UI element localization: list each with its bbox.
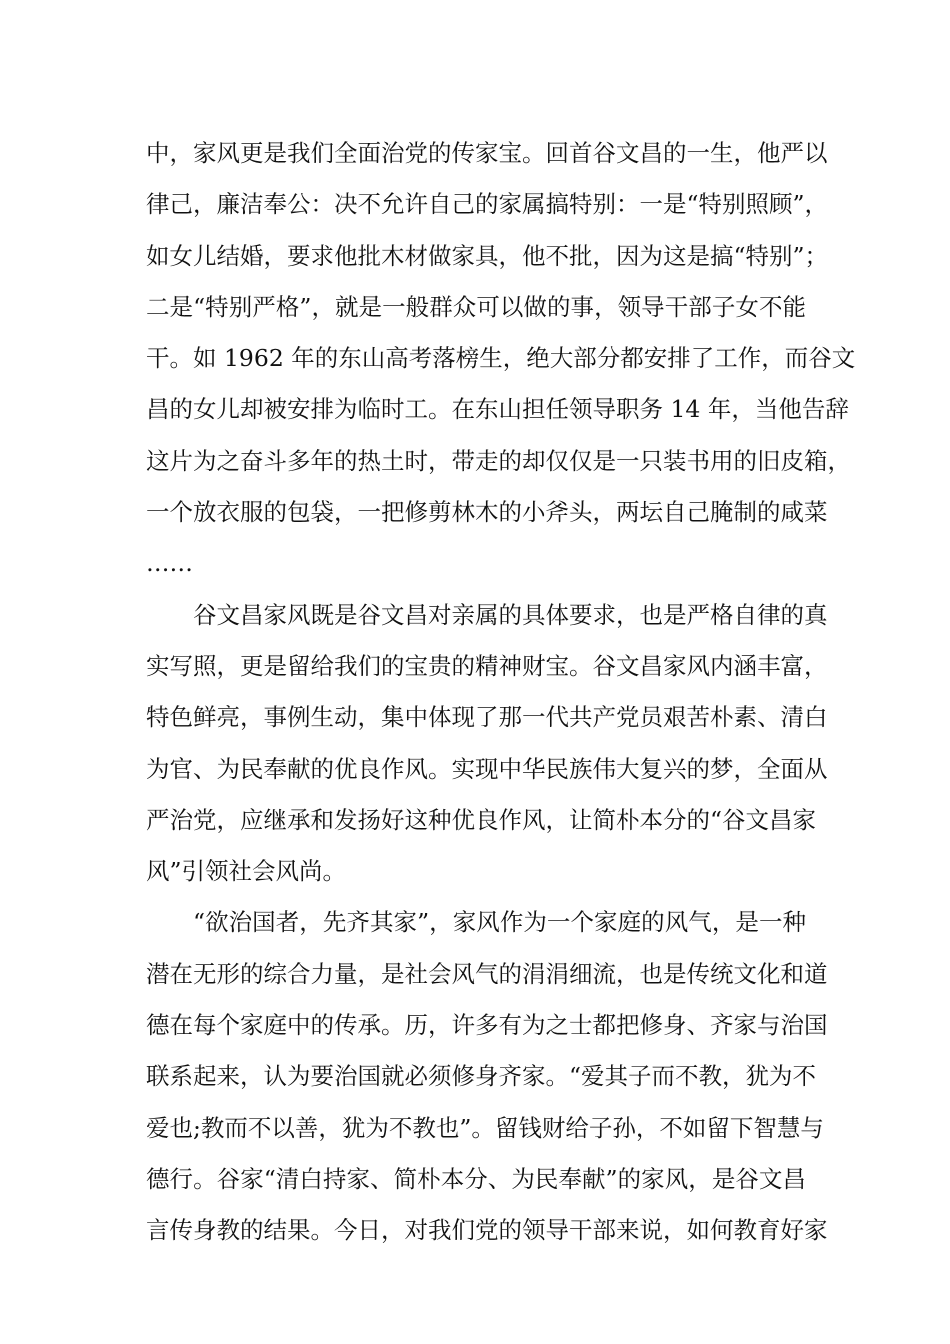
paragraph-1 <box>146 128 856 590</box>
text-line: 中，家风更是我们全面治党的传家宝。回首谷文昌的一生，他严以 <box>146 139 828 167</box>
text-line: 特色鲜亮，事例生动，集中体现了那一代共产党员艰苦朴素、清白 <box>146 703 828 732</box>
text-line: 干。如 1962 年的东山高考落榜生，绝大部分都安排了工作，而谷文 <box>146 344 856 373</box>
text-line: 严治党，应继承和发扬好这种优良作风，让简朴本分的“谷文昌家 <box>146 805 817 834</box>
text-line: 德行。谷家“清白持家、简朴本分、为民奉献”的家风，是谷文昌 <box>146 1164 806 1193</box>
text-line: 德在每个家庭中的传承。历，许多有为之士都把修身、齐家与治国 <box>146 1011 828 1040</box>
text-line: 实写照，更是留给我们的宝贵的精神财宝。谷文昌家风内涵丰富， <box>146 651 828 680</box>
text-line: 谷文昌家风既是谷文昌对亲属的具体要求，也是严格自律的真 <box>193 600 828 629</box>
text-line: “欲治国者，先齐其家”，家风作为一个家庭的风气，是一种 <box>193 908 806 937</box>
paragraph-2 <box>146 590 828 898</box>
text-line: 风”引领社会风尚。 <box>146 857 347 886</box>
text-line: 昌的女儿却被安排为临时工。在东山担任领导职务 14 年，当他告辞 <box>146 395 849 424</box>
text-line: …… <box>146 549 193 578</box>
paragraph-3 <box>146 897 828 1256</box>
text-line: 言传身教的结果。今日，对我们党的领导干部来说，如何教育好家 <box>146 1216 828 1245</box>
text-line: 为官、为民奉献的优良作风。实现中华民族伟大复兴的梦，全面从 <box>146 754 828 783</box>
text-line: 这片为之奋斗多年的热土时，带走的却仅仅是一只装书用的旧皮箱， <box>146 446 851 475</box>
text-line: 一个放衣服的包袋，一把修剪林木的小斧头，两坛自己腌制的咸菜 <box>146 498 828 527</box>
document-body <box>146 128 856 1257</box>
text-line: 联系起来，认为要治国就必须修身齐家。“爱其子而不教，犹为不 <box>146 1062 817 1091</box>
text-line: 如女儿结婚，要求他批木材做家具，他不批，因为这是搞“特别”； <box>146 241 829 270</box>
text-line: 爱也;教而不以善，犹为不教也”。留钱财给子孙，不如留下智慧与 <box>146 1113 824 1142</box>
text-line: 潜在无形的综合力量，是社会风气的涓涓细流，也是传统文化和道 <box>146 959 828 988</box>
text-line: 二是“特别严格”，就是一般群众可以做的事，领导干部子女不能 <box>146 292 806 321</box>
text-line: 律己，廉洁奉公：决不允许自己的家属搞特别：一是“特别照顾”， <box>146 190 829 219</box>
